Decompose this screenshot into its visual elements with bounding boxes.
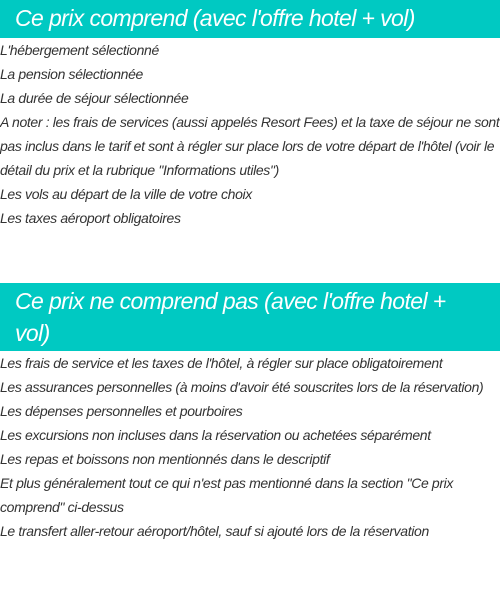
list-item: Les repas et boissons non mentionnés dans le descriptif (0, 451, 330, 467)
list-item: A noter : les frais de services (aussi appelés Resort Fees) et la taxe de séjour ne sont pas inclus dans le tarif et sont à régler sur place lors de votre départ de l'hôtel (voir le détail du prix et la rubrique "Informations utiles") (0, 114, 500, 178)
excluded-section-title: Ce prix ne comprend pas (avec l'offre hotel + vol) (0, 283, 500, 351)
included-list (0, 38, 500, 230)
list-item: Et plus généralement tout ce qui n'est pas mentionné dans la section "Ce prix comprend" ci-dessus (0, 475, 454, 515)
included-section-title: Ce prix comprend (avec l'offre hotel + vol) (0, 0, 500, 38)
list-item: Les frais de service et les taxes de l'hôtel, à régler sur place obligatoirement (0, 355, 443, 371)
list-item: Les excursions non incluses dans la réservation ou achetées séparément (0, 427, 431, 443)
list-item: Les taxes aéroport obligatoires (0, 210, 181, 226)
list-item: Le transfert aller-retour aéroport/hôtel, sauf si ajouté lors de la réservation (0, 523, 429, 539)
list-item: Les dépenses personnelles et pourboires (0, 403, 243, 419)
list-item: Les vols au départ de la ville de votre choix (0, 186, 252, 202)
excluded-list (0, 351, 500, 543)
list-item: Les assurances personnelles (à moins d'avoir été souscrites lors de la réservation) (0, 379, 484, 395)
list-item: La pension sélectionnée (0, 66, 143, 82)
list-item: L'hébergement sélectionné (0, 42, 159, 58)
list-item: La durée de séjour sélectionnée (0, 90, 189, 106)
